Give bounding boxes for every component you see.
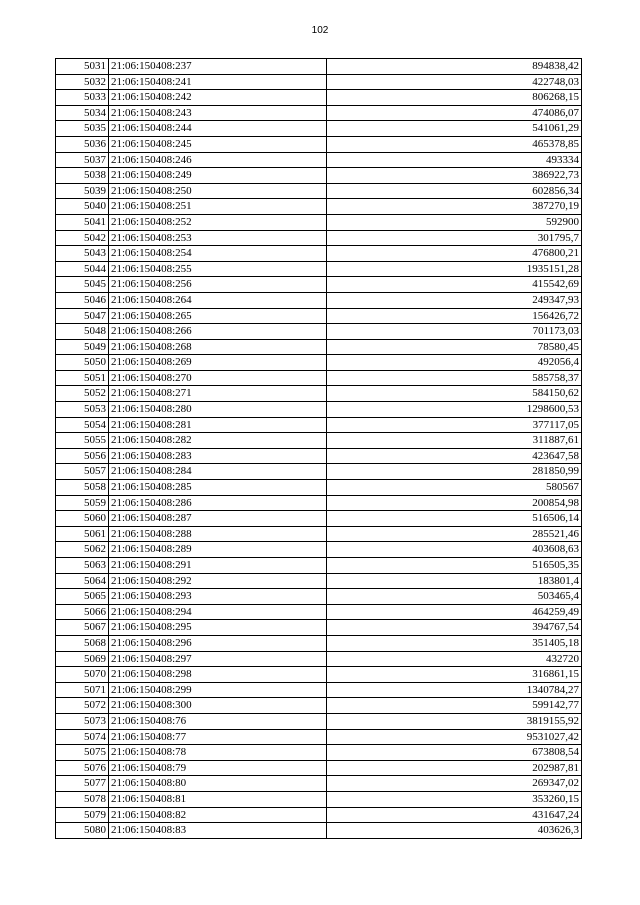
row-number-cell: 5072: [56, 698, 109, 714]
value-cell: 156426,72: [327, 308, 582, 324]
row-number-cell: 5058: [56, 480, 109, 496]
row-number-cell: 5042: [56, 230, 109, 246]
table-row: [56, 448, 582, 464]
table-row: [56, 573, 582, 589]
table-row: [56, 59, 582, 75]
value-cell: 9531027,42: [327, 729, 582, 745]
table-row: [56, 682, 582, 698]
cadastral-number-cell: 21:06:150408:252: [109, 214, 327, 230]
row-number-cell: 5049: [56, 339, 109, 355]
row-number-cell: 5044: [56, 261, 109, 277]
row-number-cell: 5048: [56, 324, 109, 340]
row-number-cell: 5056: [56, 448, 109, 464]
value-cell: 202987,81: [327, 760, 582, 776]
cadastral-number-cell: 21:06:150408:237: [109, 59, 327, 75]
table-row: [56, 324, 582, 340]
row-number-cell: 5063: [56, 558, 109, 574]
value-cell: 493334: [327, 152, 582, 168]
cadastral-number-cell: 21:06:150408:79: [109, 760, 327, 776]
value-cell: 301795,7: [327, 230, 582, 246]
row-number-cell: 5071: [56, 682, 109, 698]
value-cell: 183801,4: [327, 573, 582, 589]
row-number-cell: 5073: [56, 713, 109, 729]
cadastral-number-cell: 21:06:150408:289: [109, 542, 327, 558]
table-row: [56, 698, 582, 714]
value-cell: 1935151,28: [327, 261, 582, 277]
row-number-cell: 5031: [56, 59, 109, 75]
row-number-cell: 5057: [56, 464, 109, 480]
table-row: [56, 667, 582, 683]
cadastral-number-cell: 21:06:150408:251: [109, 199, 327, 215]
value-cell: 269347,02: [327, 776, 582, 792]
cadastral-number-cell: 21:06:150408:78: [109, 745, 327, 761]
row-number-cell: 5052: [56, 386, 109, 402]
cadastral-number-cell: 21:06:150408:282: [109, 433, 327, 449]
row-number-cell: 5074: [56, 729, 109, 745]
row-number-cell: 5069: [56, 651, 109, 667]
cadastral-number-cell: 21:06:150408:298: [109, 667, 327, 683]
table-row: [56, 464, 582, 480]
table-row: [56, 823, 582, 839]
cadastral-number-cell: 21:06:150408:245: [109, 136, 327, 152]
table-row: [56, 480, 582, 496]
table-row: [56, 121, 582, 137]
row-number-cell: 5064: [56, 573, 109, 589]
row-number-cell: 5046: [56, 292, 109, 308]
value-cell: 585758,37: [327, 370, 582, 386]
cadastral-number-cell: 21:06:150408:286: [109, 495, 327, 511]
table-row: [56, 199, 582, 215]
row-number-cell: 5036: [56, 136, 109, 152]
table-row: [56, 776, 582, 792]
value-cell: 377117,05: [327, 417, 582, 433]
value-cell: 285521,46: [327, 526, 582, 542]
value-cell: 516506,14: [327, 511, 582, 527]
table-body: [56, 59, 582, 839]
row-number-cell: 5047: [56, 308, 109, 324]
row-number-cell: 5076: [56, 760, 109, 776]
table-row: [56, 230, 582, 246]
table-row: [56, 542, 582, 558]
table-row: [56, 168, 582, 184]
value-cell: 894838,42: [327, 59, 582, 75]
value-cell: 541061,29: [327, 121, 582, 137]
cadastral-number-cell: 21:06:150408:81: [109, 791, 327, 807]
row-number-cell: 5038: [56, 168, 109, 184]
cadastral-number-cell: 21:06:150408:246: [109, 152, 327, 168]
table-row: [56, 635, 582, 651]
table-row: [56, 807, 582, 823]
value-cell: 3819155,92: [327, 713, 582, 729]
value-cell: 394767,54: [327, 620, 582, 636]
row-number-cell: 5037: [56, 152, 109, 168]
cadastral-number-cell: 21:06:150408:82: [109, 807, 327, 823]
cadastral-number-cell: 21:06:150408:285: [109, 480, 327, 496]
value-cell: 492056,4: [327, 355, 582, 371]
value-cell: 602856,34: [327, 183, 582, 199]
table-row: [56, 526, 582, 542]
cadastral-number-cell: 21:06:150408:281: [109, 417, 327, 433]
value-cell: 516505,35: [327, 558, 582, 574]
value-cell: 403626,3: [327, 823, 582, 839]
table-row: [56, 402, 582, 418]
cadastral-number-cell: 21:06:150408:254: [109, 246, 327, 262]
table-row: [56, 339, 582, 355]
row-number-cell: 5050: [56, 355, 109, 371]
cadastral-number-cell: 21:06:150408:280: [109, 402, 327, 418]
value-cell: 311887,61: [327, 433, 582, 449]
cadastral-number-cell: 21:06:150408:243: [109, 105, 327, 121]
row-number-cell: 5075: [56, 745, 109, 761]
row-number-cell: 5039: [56, 183, 109, 199]
value-cell: 474086,07: [327, 105, 582, 121]
table-row: [56, 558, 582, 574]
table-row: [56, 433, 582, 449]
cadastral-number-cell: 21:06:150408:293: [109, 589, 327, 605]
row-number-cell: 5054: [56, 417, 109, 433]
table-row: [56, 277, 582, 293]
table-row: [56, 370, 582, 386]
value-cell: 806268,15: [327, 90, 582, 106]
table-row: [56, 386, 582, 402]
cadastral-number-cell: 21:06:150408:242: [109, 90, 327, 106]
table-row: [56, 214, 582, 230]
value-cell: 387270,19: [327, 199, 582, 215]
row-number-cell: 5040: [56, 199, 109, 215]
table-row: [56, 760, 582, 776]
row-number-cell: 5043: [56, 246, 109, 262]
row-number-cell: 5035: [56, 121, 109, 137]
cadastral-number-cell: 21:06:150408:250: [109, 183, 327, 199]
cadastral-number-cell: 21:06:150408:270: [109, 370, 327, 386]
table-row: [56, 651, 582, 667]
value-cell: 580567: [327, 480, 582, 496]
value-cell: 464259,49: [327, 604, 582, 620]
cadastral-number-cell: 21:06:150408:300: [109, 698, 327, 714]
cadastral-number-cell: 21:06:150408:244: [109, 121, 327, 137]
value-cell: 673808,54: [327, 745, 582, 761]
table-row: [56, 246, 582, 262]
cadastral-number-cell: 21:06:150408:80: [109, 776, 327, 792]
table-row: [56, 589, 582, 605]
cadastral-number-cell: 21:06:150408:264: [109, 292, 327, 308]
value-cell: 403608,63: [327, 542, 582, 558]
row-number-cell: 5059: [56, 495, 109, 511]
cadastral-number-cell: 21:06:150408:249: [109, 168, 327, 184]
table-row: [56, 729, 582, 745]
value-cell: 353260,15: [327, 791, 582, 807]
value-cell: 423647,58: [327, 448, 582, 464]
value-cell: 476800,21: [327, 246, 582, 262]
cadastral-number-cell: 21:06:150408:241: [109, 74, 327, 90]
row-number-cell: 5034: [56, 105, 109, 121]
cadastral-number-cell: 21:06:150408:77: [109, 729, 327, 745]
table-row: [56, 355, 582, 371]
table-row: [56, 713, 582, 729]
cadastral-number-cell: 21:06:150408:284: [109, 464, 327, 480]
value-cell: 599142,77: [327, 698, 582, 714]
table-row: [56, 620, 582, 636]
row-number-cell: 5045: [56, 277, 109, 293]
cadastral-number-cell: 21:06:150408:266: [109, 324, 327, 340]
row-number-cell: 5070: [56, 667, 109, 683]
table-row: [56, 90, 582, 106]
table-row: [56, 74, 582, 90]
cadastral-number-cell: 21:06:150408:292: [109, 573, 327, 589]
value-cell: 386922,73: [327, 168, 582, 184]
table-row: [56, 183, 582, 199]
row-number-cell: 5060: [56, 511, 109, 527]
table-row: [56, 105, 582, 121]
table-row: [56, 417, 582, 433]
cadastral-number-cell: 21:06:150408:271: [109, 386, 327, 402]
value-cell: 415542,69: [327, 277, 582, 293]
value-cell: 465378,85: [327, 136, 582, 152]
row-number-cell: 5080: [56, 823, 109, 839]
table-row: [56, 511, 582, 527]
cadastral-number-cell: 21:06:150408:295: [109, 620, 327, 636]
value-cell: 78580,45: [327, 339, 582, 355]
row-number-cell: 5053: [56, 402, 109, 418]
cadastral-number-cell: 21:06:150408:288: [109, 526, 327, 542]
page-number: 102: [311, 25, 329, 36]
row-number-cell: 5078: [56, 791, 109, 807]
row-number-cell: 5041: [56, 214, 109, 230]
cadastral-number-cell: 21:06:150408:265: [109, 308, 327, 324]
row-number-cell: 5062: [56, 542, 109, 558]
table-row: [56, 152, 582, 168]
table-row: [56, 136, 582, 152]
value-cell: 1298600,53: [327, 402, 582, 418]
cadastral-number-cell: 21:06:150408:294: [109, 604, 327, 620]
value-cell: 592900: [327, 214, 582, 230]
table-row: [56, 292, 582, 308]
table-row: [56, 791, 582, 807]
value-cell: 281850,99: [327, 464, 582, 480]
row-number-cell: 5077: [56, 776, 109, 792]
value-cell: 422748,03: [327, 74, 582, 90]
cadastral-number-cell: 21:06:150408:256: [109, 277, 327, 293]
value-cell: 351405,18: [327, 635, 582, 651]
row-number-cell: 5068: [56, 635, 109, 651]
cadastral-number-cell: 21:06:150408:83: [109, 823, 327, 839]
value-cell: 432720: [327, 651, 582, 667]
value-cell: 200854,98: [327, 495, 582, 511]
value-cell: 249347,93: [327, 292, 582, 308]
cadastral-number-cell: 21:06:150408:291: [109, 558, 327, 574]
table-row: [56, 308, 582, 324]
row-number-cell: 5079: [56, 807, 109, 823]
value-cell: 1340784,27: [327, 682, 582, 698]
cadastral-number-cell: 21:06:150408:297: [109, 651, 327, 667]
row-number-cell: 5055: [56, 433, 109, 449]
table-row: [56, 495, 582, 511]
row-number-cell: 5065: [56, 589, 109, 605]
table-row: [56, 604, 582, 620]
table-row: [56, 745, 582, 761]
row-number-cell: 5051: [56, 370, 109, 386]
row-number-cell: 5033: [56, 90, 109, 106]
value-cell: 431647,24: [327, 807, 582, 823]
cadastral-number-cell: 21:06:150408:287: [109, 511, 327, 527]
row-number-cell: 5032: [56, 74, 109, 90]
cadastral-number-cell: 21:06:150408:269: [109, 355, 327, 371]
row-number-cell: 5061: [56, 526, 109, 542]
row-number-cell: 5066: [56, 604, 109, 620]
row-number-cell: 5067: [56, 620, 109, 636]
value-cell: 316861,15: [327, 667, 582, 683]
value-cell: 503465,4: [327, 589, 582, 605]
cadastral-number-cell: 21:06:150408:76: [109, 713, 327, 729]
value-cell: 701173,03: [327, 324, 582, 340]
cadastral-number-cell: 21:06:150408:296: [109, 635, 327, 651]
cadastral-number-cell: 21:06:150408:268: [109, 339, 327, 355]
cadastral-number-cell: 21:06:150408:255: [109, 261, 327, 277]
cadastral-number-cell: 21:06:150408:253: [109, 230, 327, 246]
cadastral-number-cell: 21:06:150408:283: [109, 448, 327, 464]
cadastral-number-cell: 21:06:150408:299: [109, 682, 327, 698]
table-row: [56, 261, 582, 277]
value-cell: 584150,62: [327, 386, 582, 402]
data-table: [55, 58, 582, 839]
